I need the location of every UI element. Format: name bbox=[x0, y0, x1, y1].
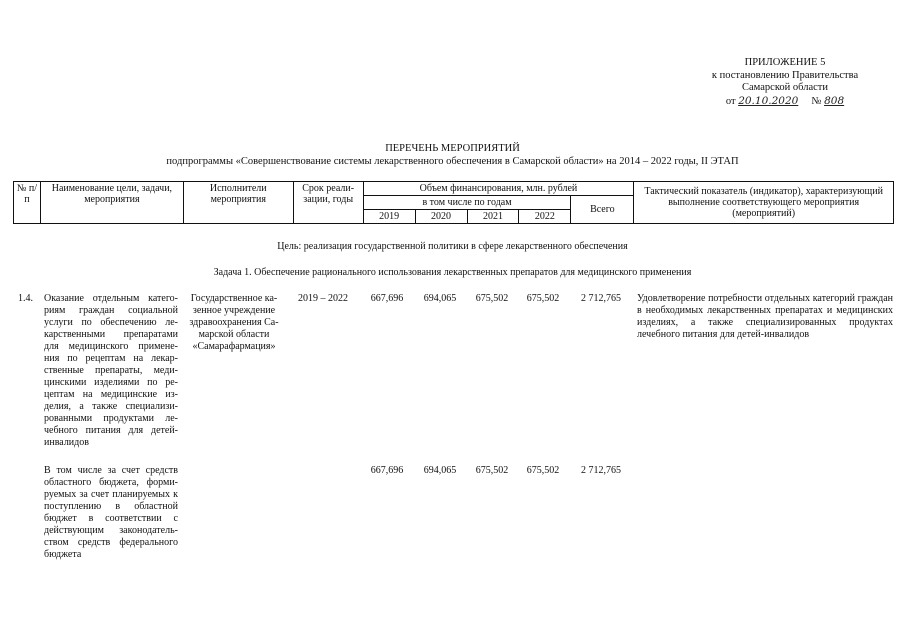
task-text: Задача 1. Обеспечение рационального использования лекарственных препаратов для медицинского применения bbox=[213, 267, 692, 278]
document-subtitle: подпрограммы «Совершенствование системы лекарственного обеспечения в Самарской области» на 2014 – 2022 годы, II ЭТАП bbox=[166, 156, 739, 167]
header-financing: Объем финансирования, млн. рублей bbox=[363, 182, 634, 196]
appendix-block bbox=[700, 57, 870, 108]
header-executors: Исполнители мероприятия bbox=[183, 182, 293, 224]
number-prefix: № bbox=[811, 95, 822, 107]
row-2-total: 2 712,765 bbox=[581, 465, 621, 476]
date-prefix: от bbox=[725, 95, 736, 107]
header-indicator: Тактический показатель (индикатор), характеризующий выполнение соответствующего мероприятия (мероприятий) bbox=[634, 182, 894, 224]
row-1-num: 1.4. bbox=[18, 293, 33, 304]
row-1-value-2020: 694,065 bbox=[423, 293, 457, 304]
date-value: 20.10.2020 bbox=[738, 94, 799, 107]
row-1-name: Оказание отдельным катего-риям граждан социальной услуги по обеспечению ле-карственными препаратами для медицинского примене-ния по рецептам на лекар-ственные препараты, меди-цинскими изделиями по ре-цептам на медицинские из-делия, а также специализи-рованными продуктами ле-чебного питания для детей-инвалидов bbox=[44, 293, 178, 448]
header-num: № п/п bbox=[14, 182, 41, 224]
row-1-value-2022: 675,502 bbox=[526, 293, 560, 304]
row-1-value-2021: 675,502 bbox=[475, 293, 509, 304]
header-year-2021: 2021 bbox=[467, 210, 519, 224]
header-year-2020: 2020 bbox=[415, 210, 467, 224]
header-name: Наименование цели, задачи, мероприятия bbox=[40, 182, 183, 224]
document-title: ПЕРЕЧЕНЬ МЕРОПРИЯТИЙ bbox=[385, 143, 520, 154]
row-1-indicator: Удовлетворение потребности отдельных категорий граждан в необходимых лекарственных препаратах и медицинских изделиях, а также специализированных продуктах лечебного питания для детей-инвалидов bbox=[637, 293, 893, 340]
row-1-period: 2019 – 2022 bbox=[298, 293, 348, 304]
row-2-value-2022: 675,502 bbox=[526, 465, 560, 476]
appendix-title: ПРИЛОЖЕНИЕ 5 bbox=[744, 57, 826, 68]
header-period: Срок реали-зации, годы bbox=[293, 182, 363, 224]
appendix-line-1: к постановлению Правительства bbox=[711, 69, 859, 81]
row-1-executor: Государственное ка-зенное учреждение здравоохранения Са-марской области «Самарафармация» bbox=[189, 293, 279, 352]
goal-text: Цель: реализация государственной политики в сфере лекарственного обеспечения bbox=[277, 241, 628, 252]
header-year-2019: 2019 bbox=[363, 210, 415, 224]
appendix-date-line bbox=[700, 95, 870, 109]
appendix-line-2: Самарской области bbox=[742, 82, 828, 93]
number-value: 808 bbox=[824, 94, 845, 107]
row-2-value-2020: 694,065 bbox=[423, 465, 457, 476]
row-1-total: 2 712,765 bbox=[581, 293, 621, 304]
row-2-value-2021: 675,502 bbox=[475, 465, 509, 476]
header-year-2022: 2022 bbox=[519, 210, 571, 224]
table-header bbox=[13, 181, 894, 224]
header-by-years: в том числе по годам bbox=[363, 196, 571, 210]
row-2-value-2019: 667,696 bbox=[370, 465, 404, 476]
header-total: Всего bbox=[571, 196, 634, 224]
row-2-name: В том числе за счет средств областного бюджета, форми-руемых за счет планируемых к поступлению в областной бюджет в соответствии с действующим законодатель-ством средств федерального бюджета bbox=[44, 465, 178, 560]
row-1-value-2019: 667,696 bbox=[370, 293, 404, 304]
